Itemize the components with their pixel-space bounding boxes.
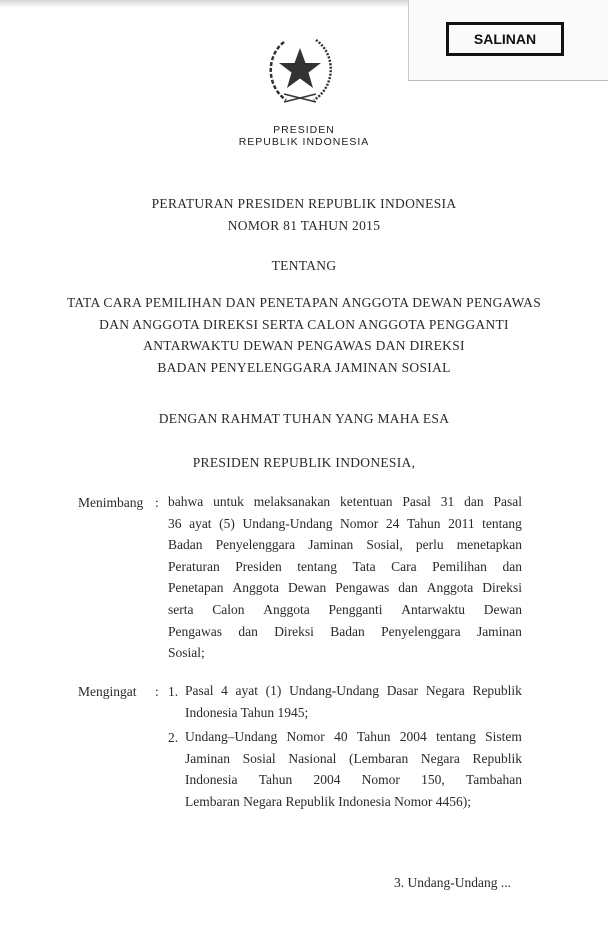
text-line: Indonesia Tahun 1945; bbox=[185, 704, 309, 720]
subject-line: DAN ANGGOTA DIREKSI SERTA CALON ANGGOTA PENGGANTI bbox=[99, 317, 509, 332]
text-line: 36 ayat (5) Undang-Undang Nomor 24 Tahun 2011 tentang bbox=[168, 515, 522, 531]
text-line: Undang–Undang Nomor 40 Tahun 2004 tentang Sistem bbox=[185, 729, 522, 744]
text-line: Badan Penyelenggara Jaminan Sosial, perlu menetapkan bbox=[168, 537, 522, 553]
text-line: Pasal 4 ayat (1) Undang-Undang Dasar Negara Republik bbox=[185, 683, 522, 698]
text-line: Sosial; bbox=[168, 645, 205, 661]
text-line: Peraturan Presiden tentang Tata Cara Pemilihan dan bbox=[168, 558, 522, 574]
colon: : bbox=[155, 684, 159, 699]
text-line: Indonesia Tahun 2004 Nomor 150, Tambahan bbox=[185, 772, 522, 788]
colon: : bbox=[155, 495, 159, 510]
letterhead-republic: REPUBLIK INDONESIA bbox=[238, 136, 370, 148]
regulation-title: PERATURAN PRESIDEN REPUBLIK INDONESIA bbox=[151, 196, 457, 211]
page-continuation: 3. Undang-Undang ... bbox=[394, 875, 511, 890]
item-number: 1. bbox=[168, 684, 179, 699]
text-line: Penetapan Anggota Dewan Pengawas dan Anggota Direksi bbox=[168, 580, 522, 596]
menimbang-label: Menimbang bbox=[78, 495, 144, 510]
mengingat-item-1 bbox=[185, 680, 522, 723]
subject-line: BADAN PENYELENGGARA JAMINAN SOSIAL bbox=[157, 360, 451, 375]
regulation-number: NOMOR 81 TAHUN 2015 bbox=[227, 218, 381, 233]
subject-line: TATA CARA PEMILIHAN DAN PENETAPAN ANGGOTA DEWAN PENGAWAS bbox=[66, 295, 542, 310]
salinan-stamp: SALINAN bbox=[446, 22, 564, 56]
mengingat-item-2 bbox=[185, 726, 522, 812]
mengingat-label: Mengingat bbox=[78, 684, 137, 699]
preamble-line: DENGAN RAHMAT TUHAN YANG MAHA ESA bbox=[158, 411, 450, 426]
subject-line: ANTARWAKTU DEWAN PENGAWAS DAN DIREKSI bbox=[143, 338, 465, 353]
menimbang-text bbox=[168, 491, 522, 664]
item-number: 2. bbox=[168, 730, 179, 745]
text-line: serta Calon Anggota Pengganti Antarwaktu Dewan bbox=[168, 601, 522, 617]
presidential-emblem-icon bbox=[262, 32, 338, 108]
text-line: Lembaran Negara Republik Indonesia Nomor 4456); bbox=[185, 793, 472, 809]
text-line: Pengawas dan Direksi Badan Penyelenggara Jaminan bbox=[168, 623, 522, 639]
letterhead-president: PRESIDEN bbox=[273, 124, 335, 136]
text-line: Jaminan Sosial Nasional (Lembaran Negara Republik bbox=[185, 750, 522, 766]
preamble-president: PRESIDEN REPUBLIK INDONESIA, bbox=[192, 455, 416, 470]
tentang-heading: TENTANG bbox=[271, 258, 337, 273]
text-line: bahwa untuk melaksanakan ketentuan Pasal 31 dan Pasal bbox=[168, 494, 522, 509]
